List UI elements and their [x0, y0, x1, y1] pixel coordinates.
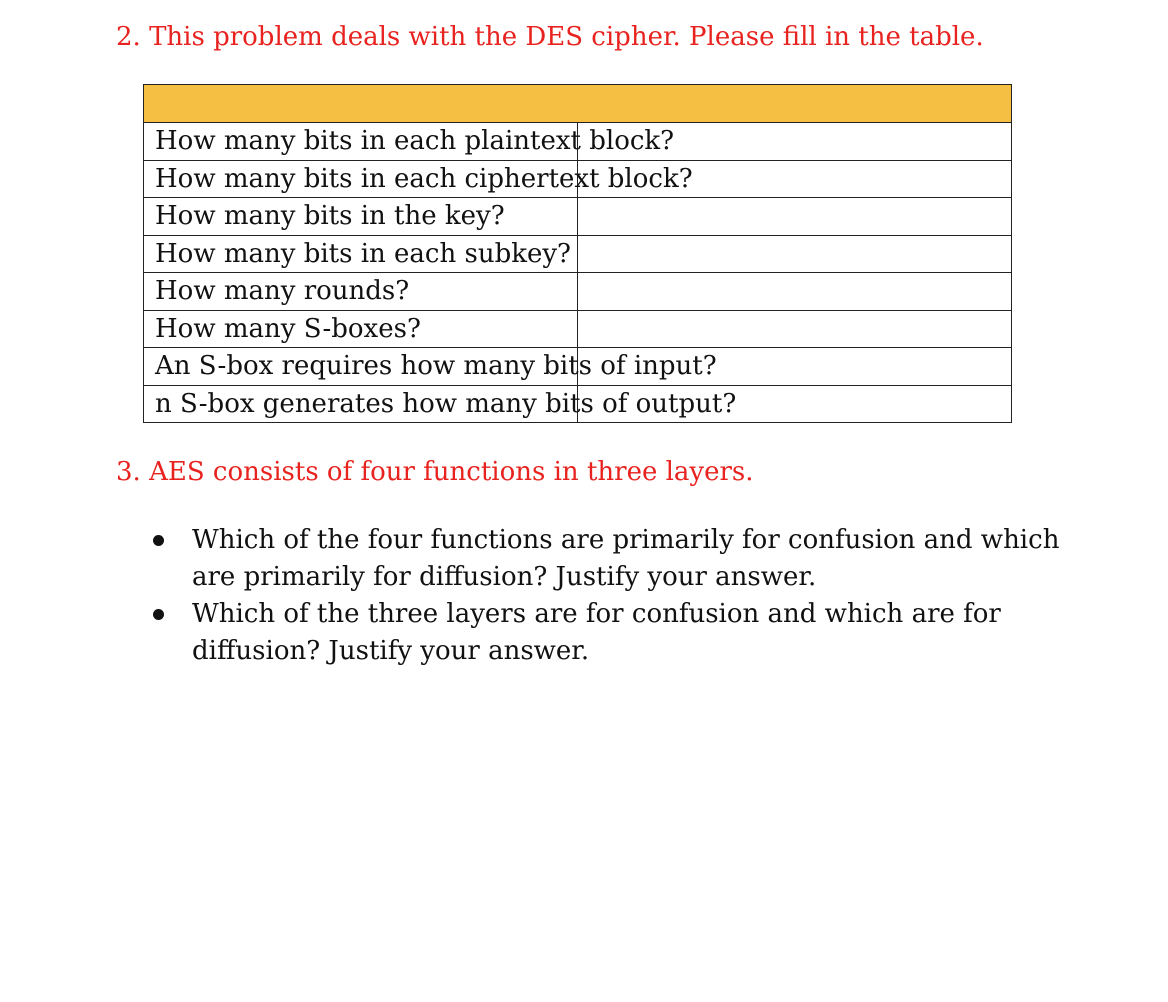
- list-item: [150, 522, 1110, 596]
- answer-cell[interactable]: [578, 198, 1012, 236]
- question-cell: How many bits in each plaintext block?: [144, 123, 578, 161]
- question-cell: How many S-boxes?: [144, 310, 578, 348]
- table-row: [144, 385, 1012, 423]
- list-item: [150, 596, 1110, 670]
- list-item-text: Which of the four functions are primarily for confusion and which are primarily for diffusion? Justify your answer.: [192, 525, 1060, 592]
- bullet-dot-icon: [153, 535, 164, 546]
- answer-cell[interactable]: [578, 310, 1012, 348]
- list-item-text: Which of the three layers are for confusion and which are for diffusion? Justify your answer.: [192, 599, 1001, 666]
- table-row: [144, 348, 1012, 386]
- bullet-dot-icon: [153, 609, 164, 620]
- question-cell: How many bits in each ciphertext block?: [144, 160, 578, 198]
- table-row: [144, 310, 1012, 348]
- question-cell: n S-box generates how many bits of output?: [144, 385, 578, 423]
- answer-cell[interactable]: [578, 235, 1012, 273]
- question-2-heading: 2. This problem deals with the DES cipher. Please fill in the table.: [116, 22, 984, 52]
- table-row: [144, 123, 1012, 161]
- table-header-cell: [144, 85, 1012, 123]
- question-cell: How many bits in each subkey?: [144, 235, 578, 273]
- table-header-row: [144, 85, 1012, 123]
- question-cell: An S-box requires how many bits of input?: [144, 348, 578, 386]
- question-3-heading: 3. AES consists of four functions in three layers.: [116, 457, 754, 487]
- table-row: [144, 273, 1012, 311]
- answer-cell[interactable]: [578, 273, 1012, 311]
- table-row: [144, 198, 1012, 236]
- question-cell: How many bits in the key?: [144, 198, 578, 236]
- table-row: [144, 160, 1012, 198]
- question-3-bullet-list: [150, 522, 1110, 670]
- table-row: [144, 235, 1012, 273]
- question-cell: How many rounds?: [144, 273, 578, 311]
- des-table: [143, 84, 1012, 423]
